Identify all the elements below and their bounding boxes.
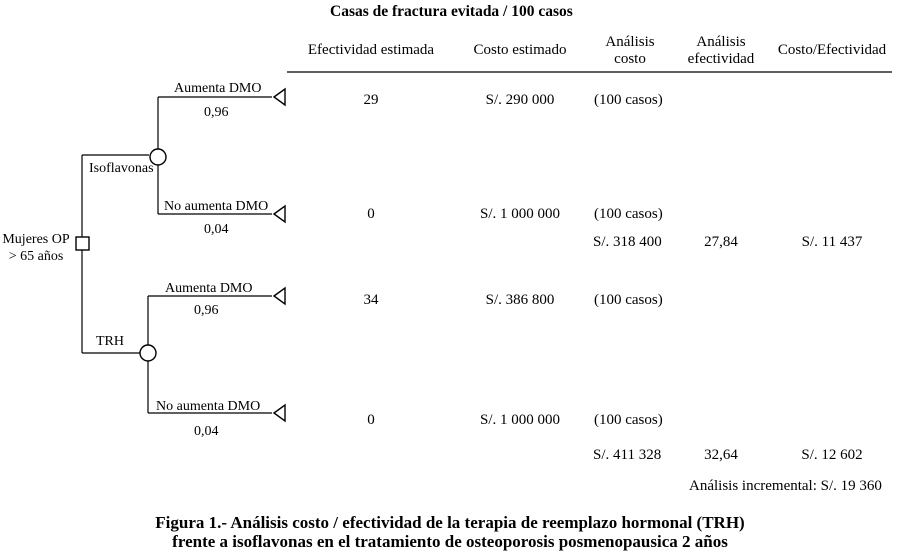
root-label-l2: > 65 años xyxy=(8,249,64,264)
trh-analisis-costo: S/. 411 328 xyxy=(593,447,662,463)
branch-label-isoflavonas: Isoflavonas xyxy=(89,161,154,176)
trh-up-label: Aumenta DMO xyxy=(165,281,253,296)
iso-analisis-efectividad: 27,84 xyxy=(704,234,738,250)
trh-down-costo: S/. 1 000 000 xyxy=(479,412,560,428)
col-header-analisis-costo-l2: costo xyxy=(614,51,646,67)
iso-costo-efectividad: S/. 11 437 xyxy=(801,234,863,250)
col-header-efectividad: Efectividad estimada xyxy=(307,42,435,58)
terminal-node-iso-down xyxy=(274,206,285,222)
root-label-l1: Mujeres OP xyxy=(2,232,70,247)
figure-caption-line1: Figura 1.- Análisis costo / efectividad de la terapia de reemplazo hormonal (TRH) xyxy=(155,513,745,532)
iso-down-analisis: (100 casos) xyxy=(594,206,663,222)
col-header-analisis-efectividad xyxy=(676,34,766,68)
iso-up-efectividad: 29 xyxy=(363,92,379,108)
iso-up-label: Aumenta DMO xyxy=(174,81,262,96)
trh-down-label: No aumenta DMO xyxy=(156,399,261,414)
iso-down-efectividad: 0 xyxy=(367,206,375,222)
col-header-analisis-costo xyxy=(592,34,668,68)
root-label xyxy=(0,231,72,265)
chance-node-trh xyxy=(140,345,156,361)
figure-caption-line2: frente a isoflavonas en el tratamiento de osteoporosis posmenopausica 2 años xyxy=(172,532,728,551)
iso-down-costo: S/. 1 000 000 xyxy=(479,206,560,222)
iso-up-prob: 0,96 xyxy=(204,105,229,120)
trh-costo-efectividad: S/. 12 602 xyxy=(801,447,863,463)
trh-up-analisis: (100 casos) xyxy=(594,292,663,308)
col-header-costo-efectividad: Costo/Efectividad xyxy=(777,42,887,58)
col-header-analisis-costo-l1: Análisis xyxy=(605,34,655,50)
trh-analisis-efectividad: 32,64 xyxy=(704,447,738,463)
branch-label-trh: TRH xyxy=(96,334,124,349)
trh-down-efectividad: 0 xyxy=(367,412,375,428)
trh-down-prob: 0,04 xyxy=(194,424,219,439)
col-header-analisis-efectividad-l2: efectividad xyxy=(687,51,755,67)
iso-up-costo: S/. 290 000 xyxy=(485,92,555,108)
iso-analisis-costo: S/. 318 400 xyxy=(593,234,662,250)
iso-down-prob: 0,04 xyxy=(204,222,229,237)
col-header-costo: Costo estimado xyxy=(473,42,567,58)
iso-down-label: No aumenta DMO xyxy=(164,199,269,214)
incremental-analysis: Análisis incremental: S/. 19 360 xyxy=(689,478,882,494)
col-header-analisis-efectividad-l1: Análisis xyxy=(696,34,746,50)
table-title: Casas de fractura evitada / 100 casos xyxy=(330,3,573,20)
decision-node-square xyxy=(76,237,89,250)
trh-up-efectividad: 34 xyxy=(363,292,379,308)
trh-down-analisis: (100 casos) xyxy=(594,412,663,428)
terminal-node-trh-up xyxy=(274,288,285,304)
trh-up-prob: 0,96 xyxy=(194,303,219,318)
terminal-node-trh-down xyxy=(274,405,285,421)
trh-up-costo: S/. 386 800 xyxy=(485,292,555,308)
terminal-node-iso-up xyxy=(274,89,285,105)
iso-up-analisis: (100 casos) xyxy=(594,92,663,108)
